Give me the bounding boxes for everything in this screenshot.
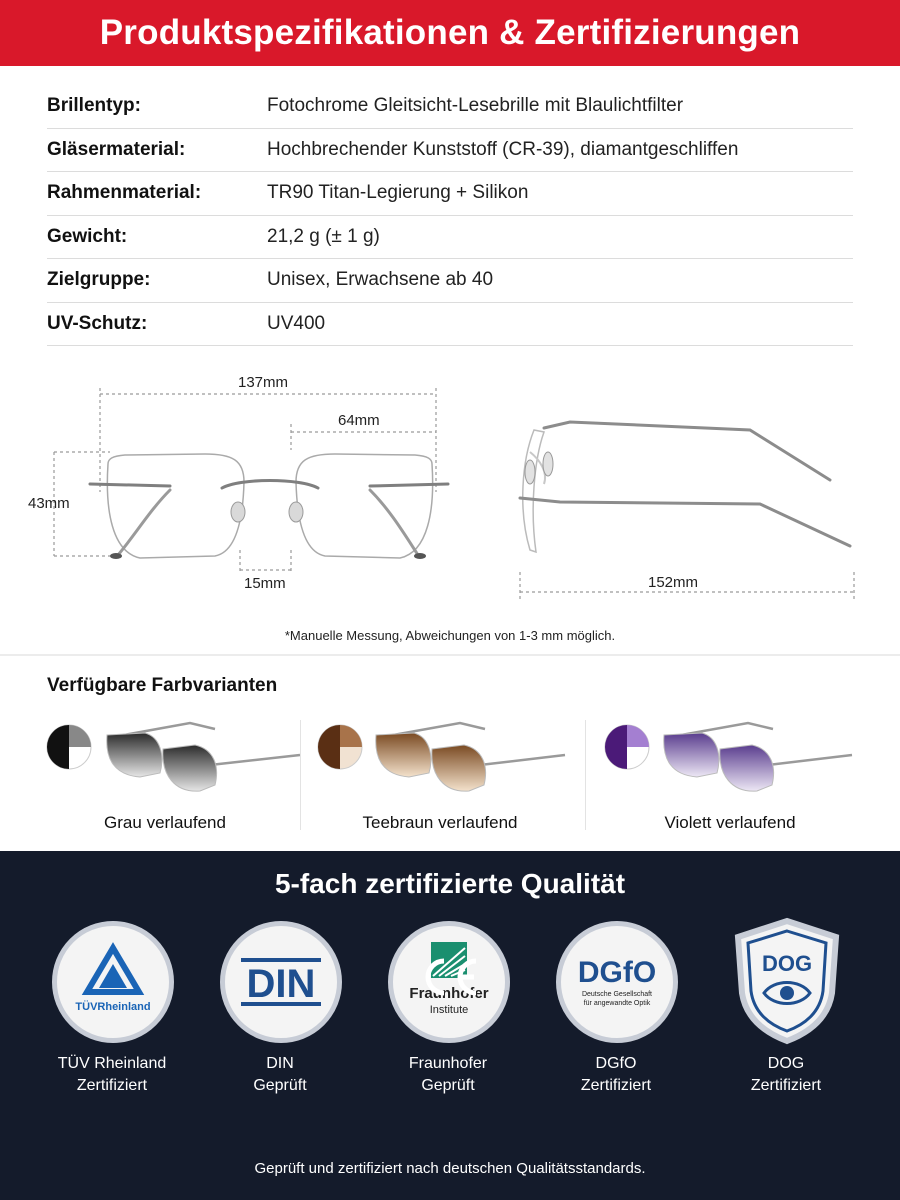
cert-status: Zertifiziert <box>76 1077 148 1094</box>
din-logo-label: DIN <box>246 962 316 1006</box>
dgfo-badge <box>556 921 678 1043</box>
spec-value: UV400 <box>267 312 326 334</box>
din-badge <box>220 921 342 1043</box>
glasses-front-view <box>0 360 470 620</box>
cert-status: Zertifiziert <box>580 1077 652 1094</box>
spec-row <box>47 129 853 173</box>
spec-value: Unisex, Erwachsene ab 40 <box>267 269 494 291</box>
spec-value: 21,2 g (± 1 g) <box>267 225 380 247</box>
cert-tuv <box>42 921 182 1101</box>
spec-value: Fotochrome Gleitsicht-Lesebrille mit Blaulichtfilter <box>267 95 684 117</box>
measurement-note: *Manuelle Messung, Abweichungen von 1-3 mm möglich. <box>284 628 616 643</box>
variant-label: Grau verlaufend <box>104 813 226 832</box>
dimension-diagram <box>0 360 900 640</box>
certification-section <box>0 851 900 1200</box>
cert-status: Zertifiziert <box>750 1077 822 1094</box>
cert-status: Geprüft <box>421 1077 475 1094</box>
spec-value: TR90 Titan-Legierung + Silikon <box>267 182 529 204</box>
certification-footer: Geprüft und zertifiziert nach deutschen Qualitätsstandards. <box>254 1160 646 1177</box>
cert-dgfo <box>546 921 686 1101</box>
color-variants-title: Verfügbare Farbvarianten <box>47 675 278 696</box>
cert-fraunhofer <box>378 921 518 1101</box>
fraunhofer-logo-sub: Institute <box>429 1004 469 1016</box>
grey-swatch-and-glasses <box>15 715 315 811</box>
spec-label: Brillentyp: <box>47 95 141 117</box>
dim-total-width: 137mm <box>238 374 289 391</box>
spec-table <box>47 85 853 346</box>
variant-label: Violett verlaufend <box>664 813 796 832</box>
dgfo-logo-icon <box>561 926 673 1038</box>
dim-temple-length: 152mm <box>648 574 699 591</box>
svg-text:Deutsche Gesellschaft: Deutsche Gesellschaft <box>581 991 653 998</box>
cert-name: DOG <box>767 1055 805 1072</box>
cert-name: TÜV Rheinland <box>57 1055 167 1072</box>
cert-status: Geprüft <box>253 1077 307 1094</box>
spec-row <box>47 85 853 129</box>
spec-row <box>47 259 853 303</box>
cert-caption <box>696 1053 876 1097</box>
spec-value: Hochbrechender Kunststoff (CR-39), diamantgeschliffen <box>267 138 739 160</box>
spec-label: Rahmenmaterial: <box>47 182 202 204</box>
dim-bridge: 15mm <box>244 575 286 592</box>
tuv-logo-icon <box>57 926 169 1038</box>
dog-logo-label: DOG <box>761 951 813 976</box>
page-title: Produktspezifikationen & Zertifizierungen <box>99 13 801 52</box>
brown-swatch-and-glasses <box>290 715 590 811</box>
svg-text:für angewandte Optik: für angewandte Optik <box>583 1000 651 1007</box>
fraunhofer-logo-label: Fraunhofer <box>409 985 489 1002</box>
spec-label: Gläsermaterial: <box>47 138 186 160</box>
variant-violet <box>580 715 880 845</box>
cert-caption <box>190 1053 370 1097</box>
dim-lens-height: 43mm <box>28 495 70 512</box>
spec-label: Zielgruppe: <box>47 269 151 291</box>
cert-din <box>210 921 350 1101</box>
cert-name: DIN <box>266 1055 294 1072</box>
variant-brown <box>290 715 590 845</box>
dim-lens-width: 64mm <box>338 412 380 429</box>
din-logo-icon <box>225 926 337 1038</box>
cert-name: Fraunhofer <box>408 1055 488 1072</box>
tuv-badge <box>52 921 174 1043</box>
spec-label: Gewicht: <box>47 225 128 247</box>
cert-caption <box>526 1053 706 1097</box>
violet-swatch-and-glasses <box>580 715 880 811</box>
variant-label: Teebraun verlaufend <box>362 813 518 832</box>
cert-caption <box>22 1053 202 1097</box>
page-header <box>0 0 900 66</box>
cert-caption <box>358 1053 538 1097</box>
ce-mark-icon <box>418 955 482 999</box>
variant-grey <box>15 715 315 845</box>
certification-title: 5-fach zertifizierte Qualität <box>274 868 626 899</box>
cert-dog <box>716 921 856 1101</box>
dog-shield-icon <box>728 915 846 1045</box>
section-divider <box>0 654 900 656</box>
spec-label: UV-Schutz: <box>47 312 148 334</box>
cert-name: DGfO <box>595 1055 637 1072</box>
spec-row <box>47 216 853 260</box>
dgfo-logo-label: DGfO <box>577 956 657 989</box>
tuv-logo-label: TÜVRheinland <box>75 1001 151 1013</box>
spec-row <box>47 303 853 347</box>
spec-row <box>47 172 853 216</box>
